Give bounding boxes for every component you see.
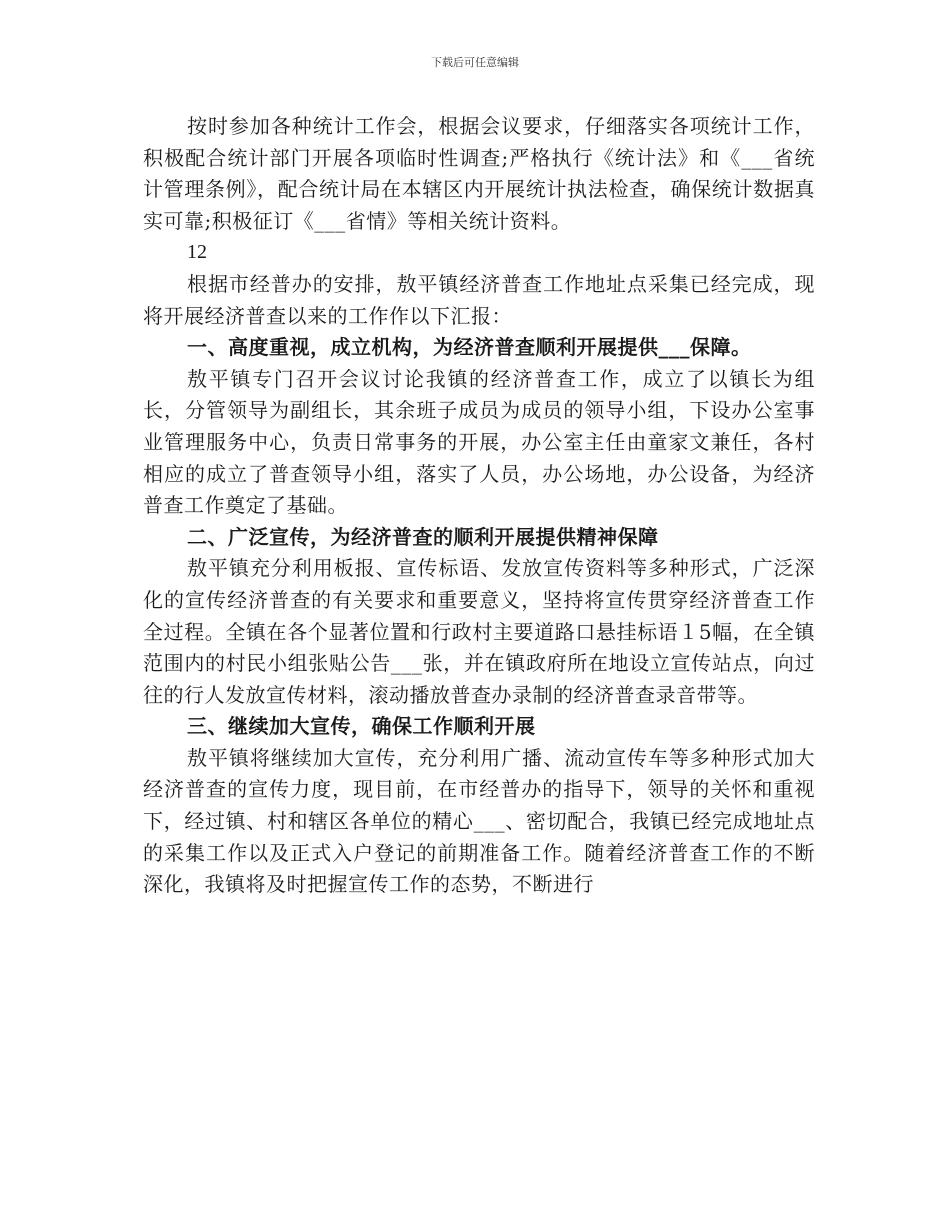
paragraph-statistics-work: 按时参加各种统计工作会，根据会议要求，仔细落实各项统计工作，积极配合统计部门开展各项临时性调查;严格执行《统计法》和《___省统计管理条例》，配合统计局在本辖区内开展统计执法检查，确保统计数据真实可靠;积极征订《___省情》等相关统计资料。 — [143, 114, 815, 233]
page-header: 下载后可任意编辑 — [431, 56, 519, 69]
paragraph-intro: 根据市经普办的安排，敖平镇经济普查工作地址点采集已经完成，现将开展经济普查以来的工作作以下汇报： — [143, 271, 815, 328]
paragraph-section-2: 敖平镇充分利用板报、宣传标语、发放宣传资料等多种形式，广泛深化的宣传经济普查的有关要求和重要意义，坚持将宣传贯穿经济普查工作全过程。全镇在各个显著位置和行政村主要道路口悬挂标语１5幅，在全镇范围内的村民小组张贴公告___张，并在镇政府所在地设立宣传站点，向过往的行人发放宣传材料，滚动播放普查办录制的经济普查录音带等。 — [143, 556, 815, 707]
heading-section-3: 三、继续加大宣传，确保工作顺利开展 — [187, 714, 536, 739]
heading-section-1: 一、高度重视，成立机构，为经济普查顺利开展提供___保障。 — [187, 335, 752, 360]
document-body — [143, 111, 815, 901]
heading-section-2: 二、广泛宣传，为经济普查的顺利开展提供精神保障 — [187, 524, 659, 549]
section-number: 12 — [187, 241, 207, 264]
paragraph-section-1: 敖平镇专门召开会议讨论我镇的经济普查工作，成立了以镇长为组长，分管领导为副组长，其余班子成员为成员的领导小组，下设办公室事业管理服务中心，负责日常事务的开展，办公室主任由童家文兼任，各村相应的成立了普查领导小组，落实了人员，办公场地，办公设备，为经济普查工作奠定了基础。 — [143, 366, 815, 518]
paragraph-section-3: 敖平镇将继续加大宣传，充分利用广播、流动宣传车等多种形式加大经济普查的宣传力度，现目前，在市经普办的指导下，领导的关怀和重视下，经过镇、村和辖区各单位的精心___、密切配合，我镇已经完成地址点的采集工作以及正式入户登记的前期准备工作。随着经济普查工作的不断深化，我镇将及时把握宣传工作的态势，不断进行 — [143, 745, 815, 897]
